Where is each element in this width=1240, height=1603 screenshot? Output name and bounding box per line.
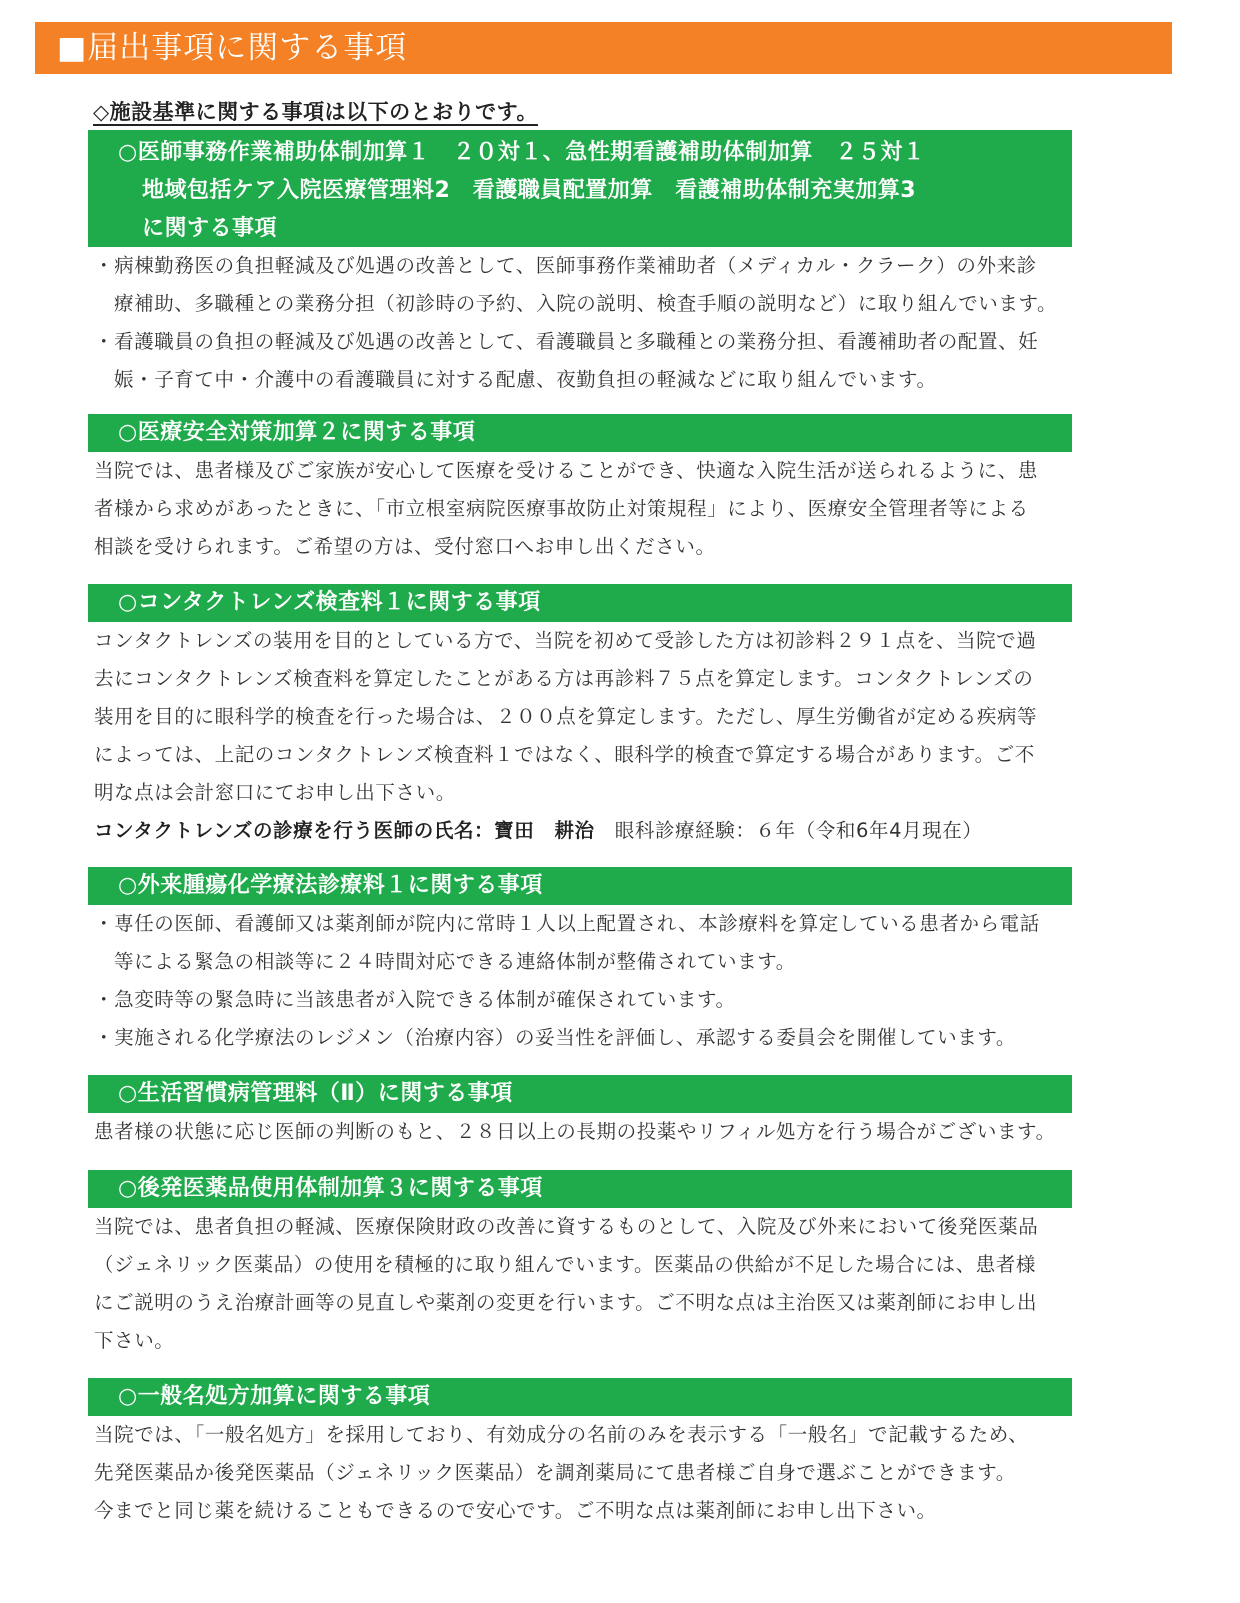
section-body bbox=[88, 452, 1178, 566]
section-body bbox=[88, 247, 1178, 399]
body-line: 装用を目的に眼科学的検査を行った場合は、２００点を算定します。ただし、厚生労働省が定める疾病等 bbox=[94, 705, 1038, 728]
bullet-line: ・急変時等の緊急時に当該患者が入院できる体制が確保されています。 bbox=[94, 988, 736, 1011]
heading-line: ○医師事務作業補助体制加算１ ２０対１、急性期看護補助体制加算 ２５対１ bbox=[118, 140, 926, 165]
body-line: 下さい。 bbox=[94, 1329, 175, 1352]
section-body bbox=[88, 1208, 1178, 1360]
body-line: （ジェネリック医薬品）の使用を積極的に取り組んでいます。医薬品の供給が不足した場合には、患者様 bbox=[94, 1253, 1036, 1276]
intro-heading: ◇施設基準に関する事項は以下のとおりです。 bbox=[93, 100, 538, 124]
section-lifestyle-disease bbox=[88, 1075, 1178, 1151]
body-line: 者様から求めがあったときに、「市立根室病院医療事故防止対策規程」により、医療安全管理者等による bbox=[94, 497, 1029, 520]
body-line: 相談を受けられます。ご希望の方は、受付窓口へお申し出ください。 bbox=[94, 535, 716, 558]
section-body bbox=[88, 905, 1178, 1057]
section-body bbox=[88, 1113, 1178, 1151]
section-chemotherapy bbox=[88, 867, 1178, 1057]
bullet-line: 療補助、多職種との業務分担（初診時の予約、入院の説明、検査手順の説明など）に取り組んでいます。 bbox=[114, 292, 1058, 315]
bullet-line: ・実施される化学療法のレジメン（治療内容）の妥当性を評価し、承認する委員会を開催しています。 bbox=[94, 1026, 1016, 1049]
doctor-name: コンタクトレンズの診療を行う医師の氏名：寶田 耕治 bbox=[94, 819, 595, 842]
section-generic-drugs bbox=[88, 1170, 1178, 1360]
doctor-experience: 眼科診療経験：６年（令和6年4月現在） bbox=[594, 819, 983, 842]
section-body bbox=[88, 622, 1178, 850]
body-line: コンタクトレンズの装用を目的としている方で、当院を初めて受診した方は初診料２９１点を、当院で過 bbox=[94, 629, 1037, 652]
section-medical-safety bbox=[88, 414, 1178, 566]
section-heading: ○一般名処方加算に関する事項 bbox=[88, 1378, 1072, 1416]
section-staff-support bbox=[88, 130, 1178, 399]
body-line: 患者様の状態に応じ医師の判断のもと、２８日以上の長期の投薬やリフィル処方を行う場合がございます。 bbox=[94, 1120, 1056, 1143]
body-line: 当院では、患者様及びご家族が安心して医療を受けることができ、快適な入院生活が送られるように、患 bbox=[94, 459, 1038, 482]
doctor-line bbox=[94, 812, 1178, 850]
section-heading: ○コンタクトレンズ検査料１に関する事項 bbox=[88, 584, 1072, 622]
bullet-line: 等による緊急の相談等に２４時間対応できる連絡体制が整備されています。 bbox=[114, 950, 796, 973]
body-line: 今までと同じ薬を続けることもできるので安心です。ご不明な点は薬剤師にお申し出下さい。 bbox=[94, 1499, 937, 1522]
section-heading: ○後発医薬品使用体制加算３に関する事項 bbox=[88, 1170, 1072, 1208]
body-line: 当院では、患者負担の軽減、医療保険財政の改善に資するものとして、入院及び外来において後発医薬品 bbox=[94, 1215, 1039, 1238]
section-heading bbox=[88, 130, 1072, 247]
bullet-line: ・看護職員の負担の軽減及び処遇の改善として、看護職員と多職種との業務分担、看護補助者の配置、妊 bbox=[94, 330, 1039, 353]
body-line: 先発医薬品か後発医薬品（ジェネリック医薬品）を調剤薬局にて患者様ご自身で選ぶことができます。 bbox=[94, 1461, 1016, 1484]
body-line: 明な点は会計窓口にてお申し出下さい。 bbox=[94, 781, 456, 804]
bullet-line: ・病棟勤務医の負担軽減及び処遇の改善として、医師事務作業補助者（メディカル・クラーク）の外来診 bbox=[94, 254, 1037, 277]
body-line: によっては、上記のコンタクトレンズ検査料１ではなく、眼科学的検査で算定する場合があります。ご不 bbox=[94, 743, 1035, 766]
section-heading: ○医療安全対策加算２に関する事項 bbox=[88, 414, 1072, 452]
heading-line: 地域包括ケア入院医療管理料2 看護職員配置加算 看護補助体制充実加算3 bbox=[142, 178, 917, 203]
section-heading: ○外来腫瘍化学療法診療料１に関する事項 bbox=[88, 867, 1072, 905]
body-line: 去にコンタクトレンズ検査料を算定したことがある方は再診料７５点を算定します。コンタクトレンズの bbox=[94, 667, 1034, 690]
heading-line: に関する事項 bbox=[142, 216, 278, 241]
section-generic-name-prescription bbox=[88, 1378, 1178, 1530]
section-contact-lens bbox=[88, 584, 1178, 850]
section-heading: ○生活習慣病管理料（Ⅱ）に関する事項 bbox=[88, 1075, 1072, 1113]
bullet-line: 娠・子育て中・介護中の看護職員に対する配慮、夜勤負担の軽減などに取り組んでいます。 bbox=[114, 368, 937, 391]
page-title: ■届出事項に関する事項 bbox=[35, 22, 1172, 74]
bullet-line: ・専任の医師、看護師又は薬剤師が院内に常時１人以上配置され、本診療料を算定している患者から電話 bbox=[94, 912, 1040, 935]
body-line: 当院では、「一般名処方」を採用しており、有効成分の名前のみを表示する「一般名」で記載するため、 bbox=[94, 1423, 1029, 1446]
body-line: にご説明のうえ治療計画等の見直しや薬剤の変更を行います。ご不明な点は主治医又は薬剤師にお申し出 bbox=[94, 1291, 1038, 1314]
section-body bbox=[88, 1416, 1178, 1530]
